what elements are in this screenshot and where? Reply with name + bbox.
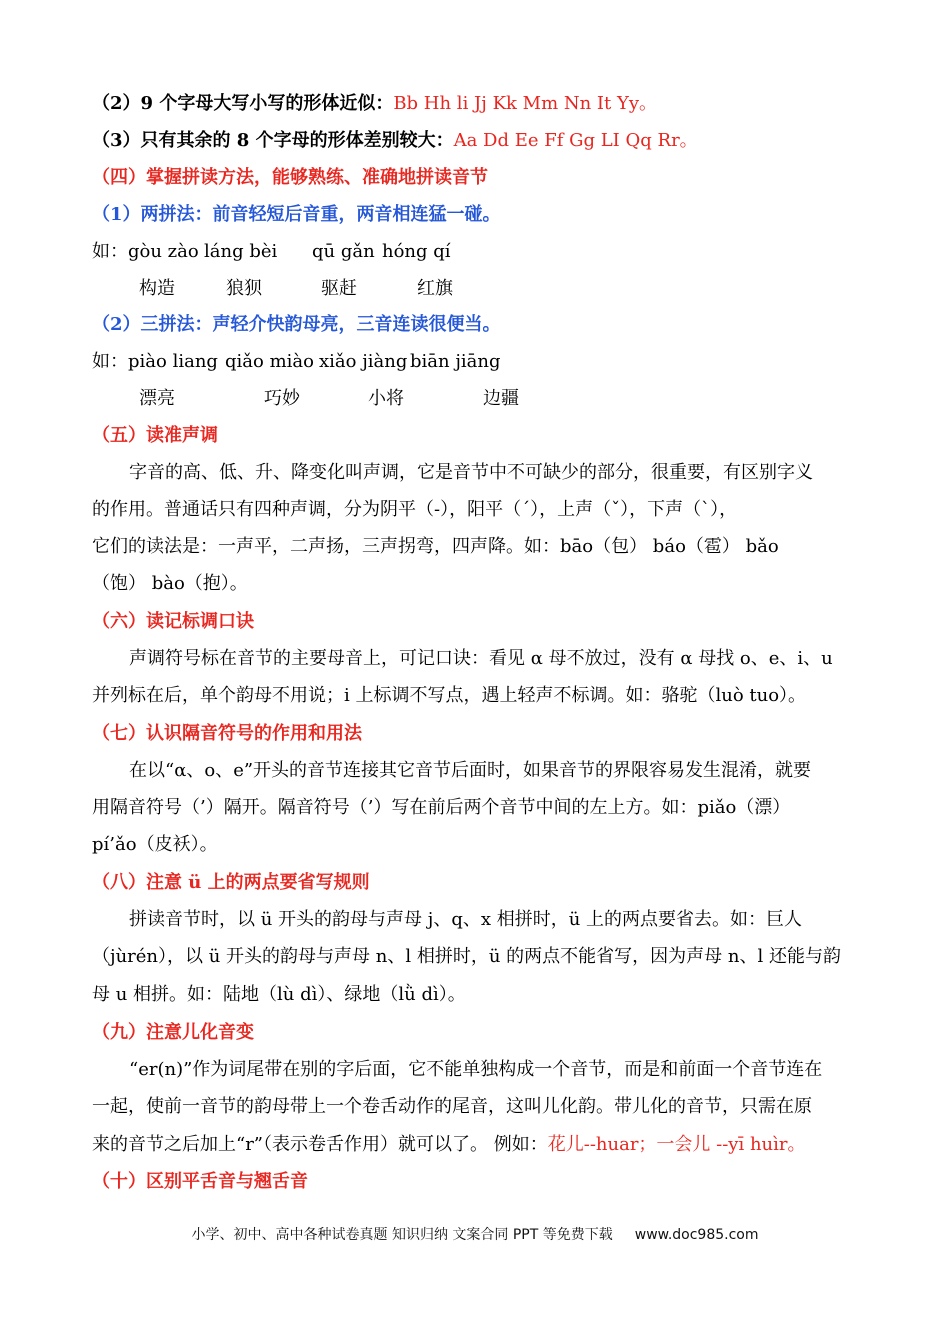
example-word: 狼狈 — [226, 278, 262, 299]
paragraph-line: 字音的高、低、升、降变化叫声调，它是音节中不可缺少的部分，很重要，有区别字义 — [129, 462, 813, 483]
example-pinyin: qiǎo miào — [225, 351, 314, 372]
paragraph-line: 并列标在后，单个韵母不用说；i 上标调不写点，遇上轻声不标调。如：骆驼（luò tuo）。 — [92, 685, 807, 706]
example-pinyin: 如：piào liang — [92, 351, 218, 372]
section-heading-4: （四）掌握拼读方法，能够熟练、准确地拼读音节 — [92, 167, 488, 188]
rule-different-letters-text: （3）只有其余的 8 个字母的形体差别较大： — [92, 130, 454, 151]
footer-text: 小学、初中、高中各种试卷真题 知识归纳 文案合同 PPT 等免费下载 — [191, 1227, 613, 1243]
example-pinyin: biān jiāng — [410, 351, 501, 372]
subheading-three-spell: （2）三拼法：声轻介快韵母亮，三音连读很便当。 — [92, 314, 501, 335]
example-word: 巧妙 — [264, 388, 300, 409]
paragraph-line-with-example — [92, 1133, 864, 1157]
paragraph-line: （jùrén），以 ü 开头的韵母与声母 n、l 相拼时，ü 的两点不能省写，因为声母 n、l 还能与韵 — [92, 946, 841, 967]
rule-different-letters — [92, 129, 864, 153]
example-pinyin: qū gǎn — [312, 241, 375, 262]
page-footer — [0, 1224, 950, 1244]
example-pinyin: xiǎo jiàng — [319, 351, 408, 372]
paragraph-line: 一起，使前一音节的韵母带上一个卷舌动作的尾音，这叫儿化韵。带儿化的音节，只需在原 — [92, 1096, 812, 1117]
erhua-examples: 花儿--huar；一会儿 --yī huìr。 — [547, 1134, 806, 1155]
example-word: 边疆 — [483, 388, 519, 409]
paragraph-line: 声调符号标在音节的主要母音上，可记口诀：看见 α 母不放过，没有 α 母找 o、e、i、u — [129, 648, 833, 669]
paragraph-line: 它们的读法是：一声平，二声扬，三声拐弯，四声降。如：bāo（包） báo（雹） bǎo — [92, 536, 779, 557]
rule-similar-letters — [92, 92, 864, 116]
subheading-two-spell: （1）两拼法：前音轻短后音重，两音相连猛一碰。 — [92, 204, 501, 225]
similar-letters-list: Bb Hh li Jj Kk Mm Nn It Yy。 — [393, 93, 658, 114]
paragraph-line: pí’ǎo（皮袄）。 — [92, 834, 218, 855]
paragraph-line: 拼读音节时，以 ü 开头的韵母与声母 j、q、x 相拼时，ü 上的两点要省去。如：巨人 — [129, 909, 803, 930]
example-word: 小将 — [368, 388, 404, 409]
example-word: 红旗 — [417, 278, 453, 299]
section-heading-9: （九）注意儿化音变 — [92, 1022, 254, 1043]
section-heading-6: （六）读记标调口诀 — [92, 611, 254, 632]
paragraph-line: “er(n)”作为词尾带在别的字后面，它不能单独构成一个音节，而是和前面一个音节连在 — [129, 1059, 823, 1080]
rule-similar-letters-text: （2）9 个字母大写小写的形体近似： — [92, 93, 394, 114]
paragraph-line: 的作用。普通话只有四种声调，分为阴平（-），阳平（ˊ），上声（ˇ），下声（ˋ）， — [92, 499, 738, 520]
paragraph-line: 母 u 相拼。如：陆地（lù dì）、绿地（lǜ dì）。 — [92, 984, 466, 1005]
example-word: 构造 — [139, 278, 175, 299]
section-heading-10: （十）区别平舌音与翘舌音 — [92, 1171, 308, 1192]
section-heading-8: （八）注意 ü 上的两点要省写规则 — [92, 872, 370, 893]
section-heading-5: （五）读准声调 — [92, 425, 218, 446]
paragraph-line: 用隔音符号（’）隔开。隔音符号（’）写在前后两个音节中间的左上方。如：piǎo（漂） — [92, 797, 791, 818]
paragraph-line: （饱） bào（抱）。 — [92, 573, 248, 594]
different-letters-list: Aa Dd Ee Ff Gg LI Qq Rr。 — [453, 130, 698, 151]
example-pinyin: hóng qí — [382, 241, 451, 262]
example-pinyin: láng bèi — [204, 241, 278, 262]
example-word: 漂亮 — [139, 388, 175, 409]
paragraph-line: 在以“α、o、e”开头的音节连接其它音节后面时，如果音节的界限容易发生混淆，就要 — [129, 760, 812, 781]
section-heading-7: （七）认识隔音符号的作用和用法 — [92, 723, 362, 744]
example-pinyin: 如：gòu zào — [92, 241, 199, 262]
paragraph-text: 来的音节之后加上“r”（表示卷舌作用）就可以了。 例如： — [92, 1134, 548, 1155]
footer-website-link[interactable]: www.doc985.com — [634, 1227, 759, 1243]
example-word: 驱赶 — [321, 278, 357, 299]
